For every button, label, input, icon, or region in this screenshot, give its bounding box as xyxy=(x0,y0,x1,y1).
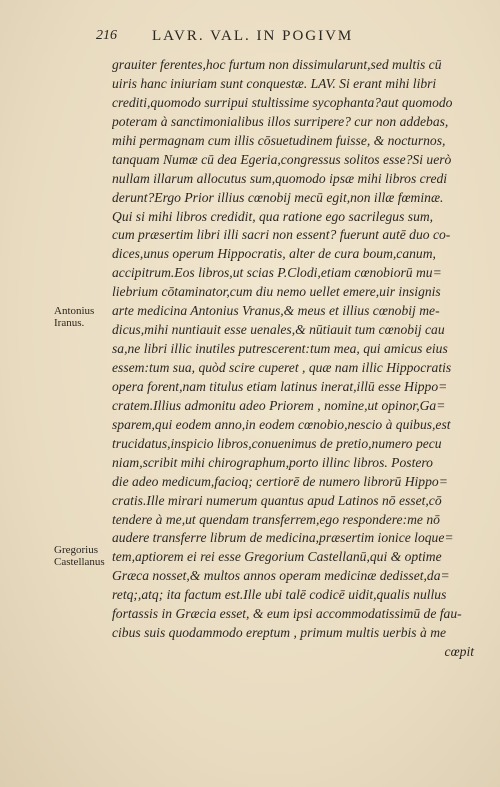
running-head xyxy=(96,28,476,52)
text-line: dices,unus operum Hippocratis, alter de cura boum,canum, xyxy=(112,246,436,262)
body-text xyxy=(112,56,476,662)
text-line: audere transferre librum de medicina,præsertim ionice loque= xyxy=(112,530,454,546)
margin-note-line: Antonius xyxy=(54,305,95,317)
margin-note-line: Castellanus xyxy=(54,556,105,568)
text-line: opera forent,nam titulus etiam latinus inerat,illū esse Hippo= xyxy=(112,378,448,394)
text-line: derunt?Ergo Prior illius cœnobij mecū egit,non illæ fœminæ. xyxy=(112,189,444,205)
text-line: arte medicina Antonius Vranus,& meus et illius cœnobij me- xyxy=(112,303,440,319)
text-line: cum præsertim libri illi sacri non essent? fuerunt autē duo co- xyxy=(112,227,451,243)
text-line: liebrium cōtaminator,cum diu nemo uellet emere,uir insignis xyxy=(112,284,441,300)
text-line: grauiter ferentes,hoc furtum non dissimularunt,sed multis cū xyxy=(112,57,442,72)
text-line: dicus,mihi nuntiauit esse uenales,& nūtiauit tum cœnobij cau xyxy=(112,322,445,338)
text-line: cratis.Ille mirari numerum quantus apud Latinos nō esset,cō xyxy=(112,492,442,508)
margin-note-line: Iranus. xyxy=(54,317,85,329)
text-line: Græca nosset,& multos annos operam medicinæ dedisset,da= xyxy=(112,568,450,584)
text-line: poteram à sanctimonialibus illos surripere? cur non addebas, xyxy=(112,113,449,129)
text-line: niam,scribit mihi chirographum,porto illinc libros. Postero xyxy=(112,454,433,470)
text-line: Qui si mihi libros credidit, qua ratione ego sacrilegus sum, xyxy=(112,208,434,224)
text-line: fortassis in Græcia esset, & eum ipsi accommodatissimū de fau- xyxy=(112,606,462,622)
text-line: crediti,quomodo surripui stultissime sycophanta?aut quomodo xyxy=(112,94,453,110)
text-line: sa,ne libri illic inutiles putrescerent:tum mea, qui amicus eius xyxy=(112,341,448,357)
text-line: accipitrum.Eos libros,ut scias P.Clodi,etiam cœnobiorū mu= xyxy=(112,265,442,281)
text-line: cibus suis quodammodo ereptum , primum multis uerbis à me xyxy=(112,625,447,641)
text-line: mihi permagnam cum illis cōsuetudinem fuisse, & nocturnos, xyxy=(112,132,446,148)
text-line: nullam illarum allocutus sum,quomodo ipsæ mihi libros credi xyxy=(112,170,448,186)
text-line: sparem,qui eodem anno,in eodem cœnobio,nescio à quibus,est xyxy=(112,416,451,432)
text-line: tem,aptiorem ei rei esse Gregorium Castellanū,qui & optime xyxy=(112,549,442,565)
text-line: trucidatus,inspicio libros,conuenimus de pretio,numero pecu xyxy=(112,435,442,451)
text-line: tendere à me,ut quendam transferrem,ego respondere:me nō xyxy=(112,511,440,527)
text-line: tanquam Numæ cū dea Egeria,congressus solitos esse?Si uerò xyxy=(112,151,452,167)
page-number: 216 xyxy=(96,28,117,43)
margin-note-line: Gregorius xyxy=(54,544,98,556)
text-line: die adeo medicum,facioq; certiorē de numero librorū Hippo= xyxy=(112,473,448,489)
margin-note-antonius xyxy=(54,305,112,329)
margin-note-gregorius xyxy=(54,544,112,568)
text-line: uiris hanc iniuriam sunt conquestæ. LAV. Si erant mihi libri xyxy=(112,75,437,91)
running-title: LAVR. VAL. IN POGIVM xyxy=(152,28,354,44)
catchword: cœpit xyxy=(444,644,474,660)
text-line: retq;,atq; ita factum est.Ille ubi talē codicē uidit,qualis nullus xyxy=(112,587,447,603)
text-line: cratem.Illius admonitu adeo Priorem , nomine,ut opinor,Ga= xyxy=(112,397,446,413)
text-line: essem:tum sua, quòd scire cuperet , quæ nam illic Hippocratis xyxy=(112,360,452,375)
